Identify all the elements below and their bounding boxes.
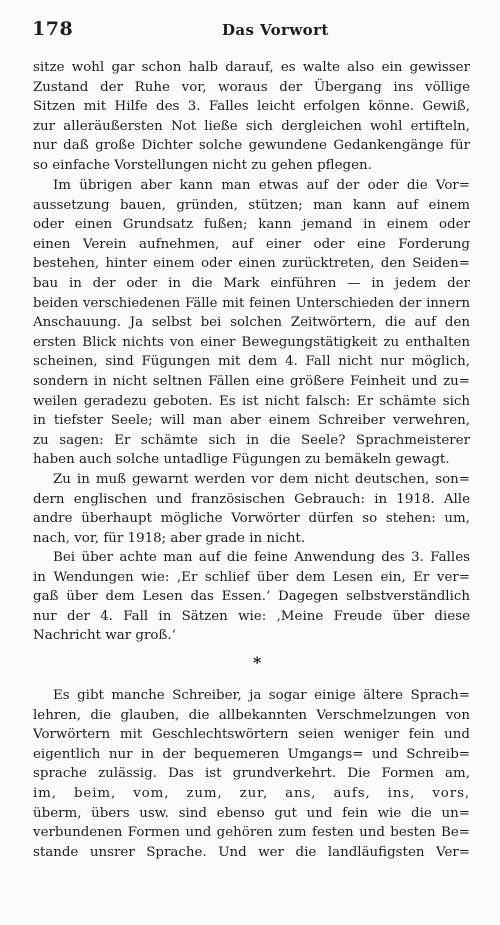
section-separator: * bbox=[253, 653, 262, 672]
text-line: lehren, die glauben, die allbekannten Verschmelzungen von bbox=[33, 707, 470, 723]
paragraph-2 bbox=[33, 176, 470, 470]
text-line: sitze wohl gar schon halb darauf, es walte also ein gewisser bbox=[33, 60, 470, 75]
text-line: Vorwörtern mit Geschlechtswörtern seien weniger fein und bbox=[33, 727, 470, 743]
text-line: Zustand der Ruhe vor, woraus der Übergang ins völlige bbox=[33, 79, 470, 95]
text-line: im, beim, vom, zum, zur, ans, aufs, ins, vors, bbox=[33, 785, 470, 801]
text-line: zu sagen: Er schämte sich in die Seele? Sprachmeisterer bbox=[33, 432, 470, 448]
text-line: so einfache Vorstellungen nicht zu gehen pflegen. bbox=[33, 157, 372, 173]
text-line: Im übrigen aber kann man etwas auf der oder die Vor= bbox=[53, 178, 470, 193]
page-number: 178 bbox=[32, 18, 74, 40]
text-line: in tiefster Seele; will man aber einem Schreiber verwehren, bbox=[33, 413, 470, 429]
text-line: in Wendungen wie: ‚Er schlief über dem Lesen ein, Er ver= bbox=[33, 569, 470, 585]
text-line: weilen geradezu geboten. Es ist nicht falsch: Er schämte sich bbox=[33, 393, 470, 409]
text-line: bau in der oder in die Mark einführen — in jedem der bbox=[33, 275, 470, 291]
text-line: stande unsrer Sprache. Und wer die landläufigsten Ver= bbox=[33, 844, 470, 860]
text-line: Zu in muß gewarnt werden vor dem nicht deutschen, son= bbox=[53, 472, 470, 487]
text-line: Sitzen mit Hilfe des 3. Falles leicht erfolgen könne. Gewiß, bbox=[33, 99, 470, 115]
text-line: scheinen, sind Fügungen mit dem 4. Fall nicht nur möglich, bbox=[33, 354, 470, 370]
paragraph-1 bbox=[33, 58, 470, 176]
text-line: verbundenen Formen und gehören zum festen und besten Be= bbox=[33, 825, 470, 841]
text-line: sondern in nicht seltnen Fällen eine größere Feinheit und zu= bbox=[33, 373, 470, 389]
paragraph-3 bbox=[33, 470, 470, 548]
text-line: haben auch solche untadlige Fügungen zu bemäkeln gewagt. bbox=[33, 452, 450, 468]
text-line: zur alleräußersten Not ließe sich dergleichen wohl ertifteln, bbox=[33, 118, 470, 134]
paragraph-4 bbox=[33, 548, 470, 646]
running-head: Das Vorwort bbox=[222, 21, 329, 39]
text-line: Es gibt manche Schreiber, ja sogar einige ältere Sprach= bbox=[53, 688, 470, 703]
text-line: überm, übers usw. sind ebenso gut und fein wie die un= bbox=[33, 805, 470, 821]
text-line: Nachricht war groß.‘ bbox=[33, 628, 176, 644]
text-line: dern englischen und französischen Gebrauch: in 1918. Alle bbox=[33, 491, 470, 507]
text-line: Bei über achte man auf die feine Anwendung des 3. Falles bbox=[53, 550, 470, 565]
text-line: ersten Blick nichts von einer Bewegungstätigkeit zu enthalten bbox=[33, 334, 470, 350]
text-line: gaß über dem Lesen das Essen.‘ Dagegen selbstverständlich bbox=[33, 589, 470, 605]
text-line: nur daß große Dichter solche gewundene Gedankengänge für bbox=[33, 138, 470, 154]
text-line: einen Verein aufnehmen, auf einer oder eine Forderung bbox=[33, 236, 470, 252]
text-line: nur der 4. Fall in Sätzen wie: ‚Meine Freude über diese bbox=[33, 608, 470, 624]
text-line: bestehen, hinter einem oder einen zurücktreten, den Seiden= bbox=[33, 256, 470, 272]
text-line: oder einen Grundsatz fußen; kann jemand in einem oder bbox=[33, 217, 470, 233]
text-line: beiden verschiedenen Fälle mit feinen Unterschieden der innern bbox=[33, 295, 470, 311]
text-line: eigentlich nur in der bequemeren Umgangs= und Schreib= bbox=[33, 746, 470, 762]
page-header bbox=[32, 18, 472, 42]
text-line: Anschauung. Ja selbst bei solchen Zeitwörtern, die auf den bbox=[33, 315, 470, 331]
text-line: aussetzung bauen, gründen, stützen; man kann auf einem bbox=[33, 197, 470, 213]
paragraph-5 bbox=[33, 686, 470, 862]
text-line: nach, vor, für 1918; aber grade in nicht. bbox=[33, 530, 306, 546]
text-line: sprache zulässig. Das ist grundverkehrt. Die Formen am, bbox=[33, 766, 470, 782]
text-line: andre überhaupt mögliche Vorwörter dürfen so stehen: um, bbox=[33, 511, 470, 527]
